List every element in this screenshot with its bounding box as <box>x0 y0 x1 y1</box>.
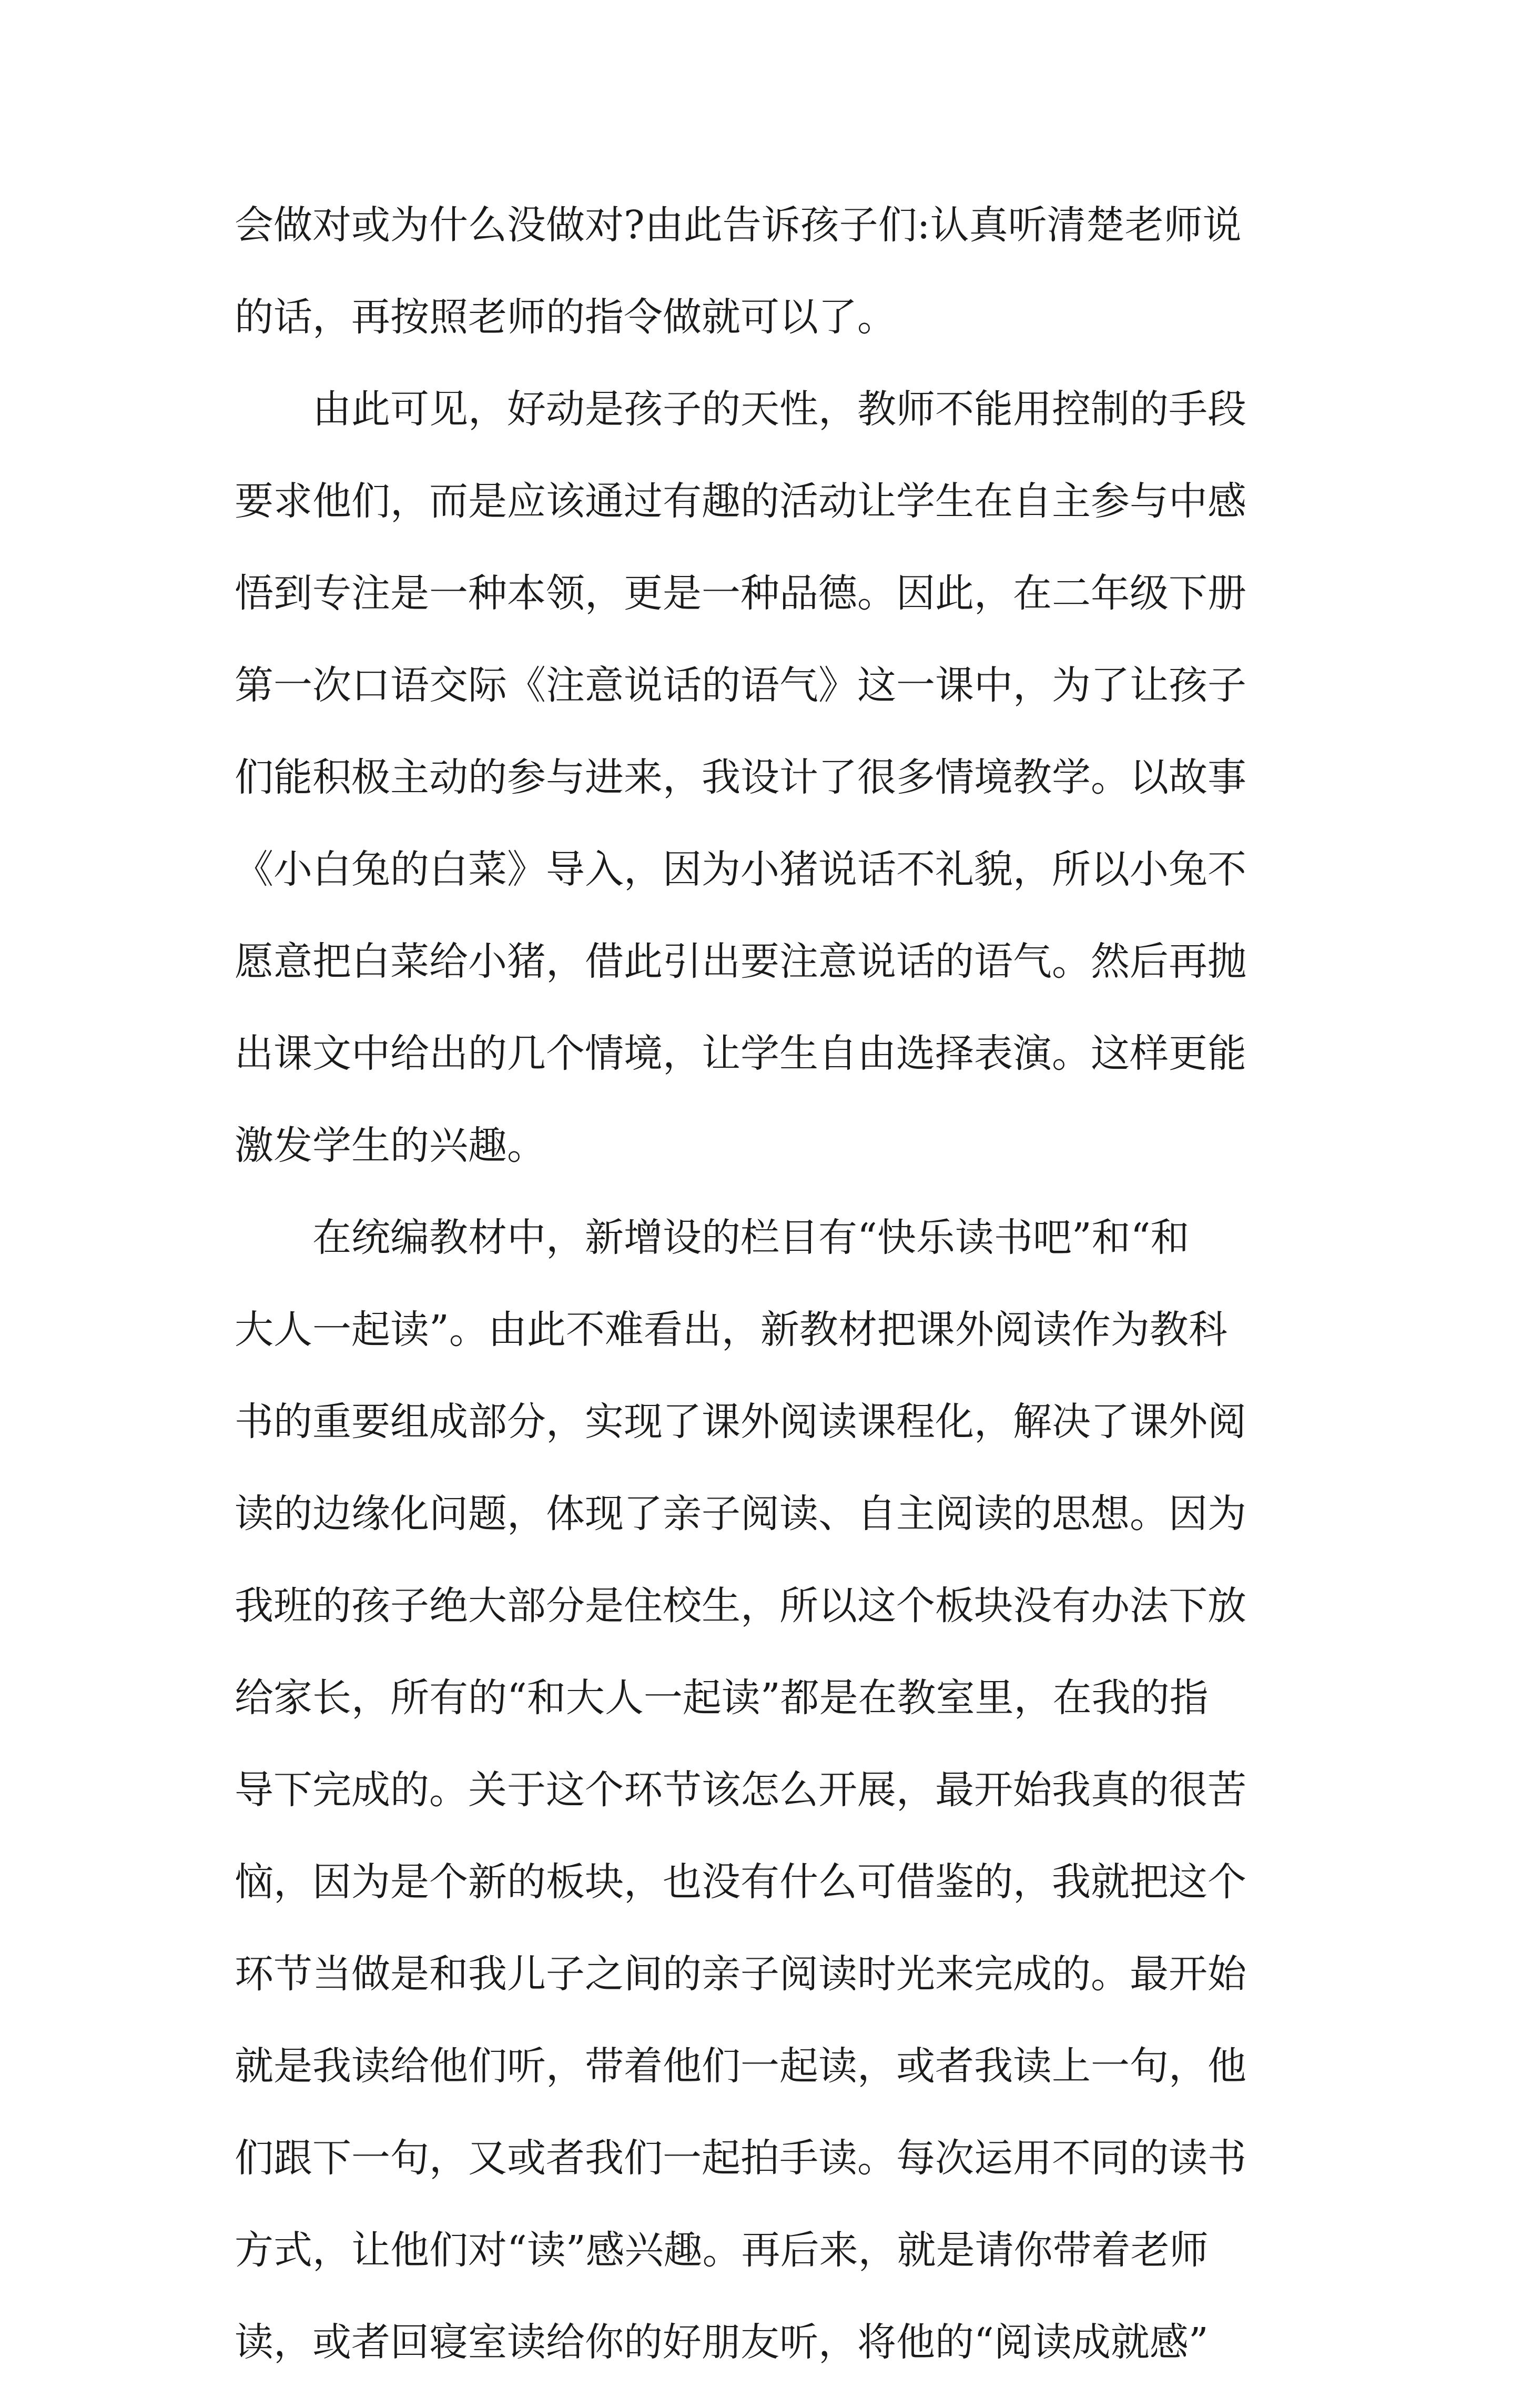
text-line: 的话，再按照老师的指令做就可以了。 <box>235 295 896 340</box>
text-line: 环节当做是和我儿子之间的亲子阅读时光来完成的。最开始 <box>235 1951 1246 1997</box>
text-line: 给家长，所有的“和大人一起读”都是在教室里，在我的指 <box>235 1675 1209 1721</box>
text-line: 愿意把白菜给小猪，借此引出要注意说话的语气。然后再抛 <box>235 939 1246 984</box>
text-line: 要求他们，而是应该通过有趣的活动让学生在自主参与中感 <box>235 479 1246 524</box>
text-line: 方式，让他们对“读”感兴趣。再后来，就是请你带着老师 <box>235 2228 1209 2273</box>
paragraph-start-line: 在统编教材中，新增设的栏目有“快乐读书吧”和“和 <box>312 1215 1190 1260</box>
text-line: 出课文中给出的几个情境，让学生自由选择表演。这样更能 <box>235 1031 1246 1076</box>
text-line: 读，或者回寝室读给你的好朋友听，将他的“阅读成就感” <box>235 2320 1209 2365</box>
text-line: 《小白兔的白菜》导入，因为小猪说话不礼貌，所以小兔不 <box>235 847 1246 892</box>
text-line: 恼，因为是个新的板块，也没有什么可借鉴的，我就把这个 <box>235 1859 1246 1905</box>
text-line: 就是我读给他们听，带着他们一起读，或者我读上一句，他 <box>235 2043 1246 2089</box>
text-line: 我班的孩子绝大部分是住校生，所以这个板块没有办法下放 <box>235 1583 1246 1628</box>
text-line: 激发学生的兴趣。 <box>235 1123 546 1168</box>
text-line: 们跟下一句，又或者我们一起拍手读。每次运用不同的读书 <box>235 2136 1246 2181</box>
text-line: 导下完成的。关于这个环节该怎么开展，最开始我真的很苦 <box>235 1767 1246 1813</box>
text-line: 悟到专注是一种本领，更是一种品德。因此，在二年级下册 <box>235 571 1246 616</box>
text-line: 大人一起读”。由此不难看出，新教材把课外阅读作为教科 <box>235 1307 1227 1352</box>
text-line: 读的边缘化问题，体现了亲子阅读、自主阅读的思想。因为 <box>235 1491 1246 1536</box>
text-line: 书的重要组成部分，实现了课外阅读课程化，解决了课外阅 <box>235 1399 1246 1444</box>
text-line: 会做对或为什么没做对?由此告诉孩子们:认真听清楚老师说 <box>235 203 1242 248</box>
document-body <box>235 199 1292 2408</box>
text-line: 们能积极主动的参与进来，我设计了很多情境教学。以故事 <box>235 755 1246 800</box>
text-line: 第一次口语交际《注意说话的语气》这一课中，为了让孩子 <box>235 663 1246 708</box>
paragraph-start-line: 由此可见，好动是孩子的天性，教师不能用控制的手段 <box>312 387 1246 432</box>
